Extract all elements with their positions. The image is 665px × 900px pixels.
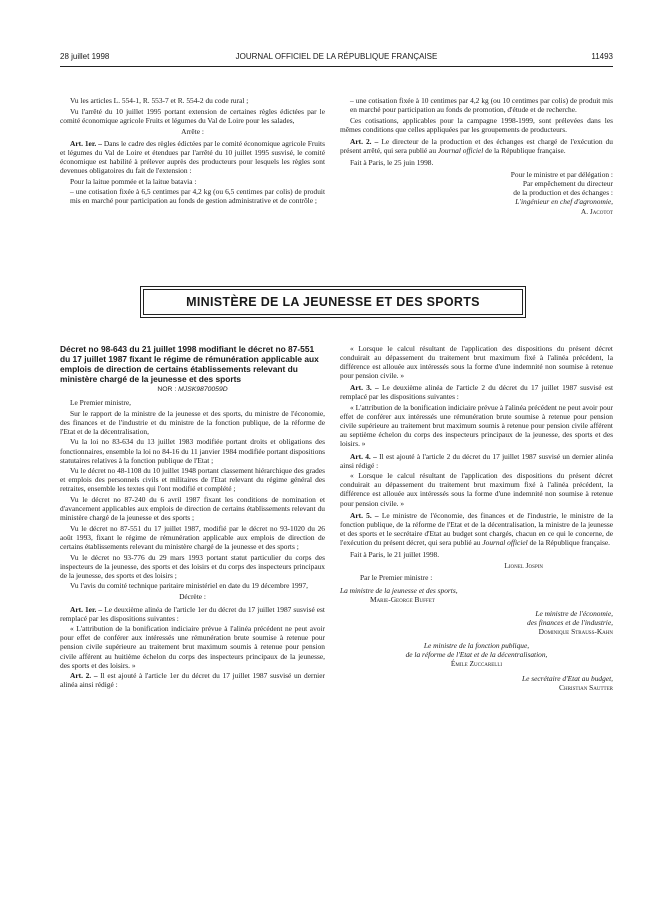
paragraph: Sur le rapport de la ministre de la jeunesse et des sports, du ministre de l'économie, des finances et de l'industrie et du ministre de la fonction publique, de la réforme de l'Etat et de la décentralisation,	[60, 408, 325, 436]
article-paragraph: Art. 1er. – Dans le cadre des règles édictées par le comité économique agricole Fruits et légumes du Val de Loire et étendues par l'arrêté du 10 juillet 1995 susvisé, le comité économique est habilité à prélever auprès des producteurs pour lesquels les règles sont devenues obligatoires du fait de l'extension :	[60, 138, 325, 176]
arrete-left-column	[60, 96, 325, 207]
paragraph: Ces cotisations, applicables pour la campagne 1998-1999, sont prélevées dans les mêmes conditions que celles appliquées par les groupements de producteurs.	[340, 115, 613, 134]
date-place: Fait à Paris, le 21 juillet 1998.	[350, 549, 440, 559]
paragraph: « L'attribution de la bonification indiciaire prévue à l'alinéa précédent ne peut avoir pour effet de conférer aux intéressés une rémunération brute soumise à retenue pour pension civile supérieure au traitement brut maximum soumis à retenue pour pension civile afférent au septième échelon du corps des inspecteurs principaux de la jeunesse, des sports et des loisirs. »	[340, 403, 613, 449]
paragraph: Vu la loi no 83-634 du 13 juillet 1983 modifiée portant droits et obligations des fonctionnaires, ensemble la loi no 84-16 du 11 janvier 1984 modifiée portant dispositions statutaires relatives à la fonction publique de l'Etat ;	[60, 437, 325, 465]
paragraph: « L'attribution de la bonification indiciaire prévue à l'alinéa précédent ne peut avoir pour effet de conférer aux intéressés une rémunération brute soumise à retenue pour pension civile supérieure au traitement brut maximum soumis à retenue pour pension civile afférent au huitième échelon du corps des inspecteurs principaux de la jeunesse, des sports et des loisirs. »	[60, 624, 325, 670]
signature-line: La ministre de la jeunesse et des sports,	[340, 585, 458, 595]
paragraph: Vu l'avis du comité technique paritaire ministériel en date du 19 décembre 1997,	[70, 581, 308, 591]
signature-line: de la production et des échanges :	[513, 188, 613, 198]
signature-line: Par le Premier ministre :	[360, 572, 433, 582]
article-paragraph: Art. 1er. – Le deuxième alinéa de l'article 1er du décret du 17 juillet 1987 susvisé est remplacé par les dispositions suivantes :	[60, 604, 325, 623]
signatory-name: Dominique Strauss-Kahn	[538, 627, 613, 637]
article-paragraph: Art. 2. – Il est ajouté à l'article 1er du décret du 17 juillet 1987 susvisé un dernier alinéa ainsi rédigé :	[60, 671, 325, 690]
paragraph: Vu le décret no 48-1108 du 10 juillet 1948 portant classement hiérarchique des grades et emplois des personnels civils et militaires de l'Etat relevant du régime général des retraites, ensemble les textes qui l'ont modifié et complété ;	[60, 466, 325, 494]
article-paragraph: Art. 5. – Le ministre de l'économie, des finances et de l'industrie, le ministre de la fonction publique, de la réforme de l'Etat et de la décentralisation, la ministre de la jeunesse et des sports et le secrétaire d'Etat au budget sont chargés, chacun en ce qui le concerne, de l'exécution du présent décret, qui sera publié au Journal officiel de la République française.	[340, 510, 613, 547]
signatory-name: Lionel Jospin	[504, 560, 543, 570]
signatory-name: Émile Zuccarelli	[450, 659, 503, 669]
signature-line: Le secrétaire d'Etat au budget,	[521, 673, 613, 683]
date-place: Fait à Paris, le 25 juin 1998.	[350, 158, 434, 168]
article-paragraph: Art. 2. – Le directeur de la production et des échanges est chargé de l'exécution du présent arrêté, qui sera publié au Journal officiel de la République française.	[340, 136, 613, 155]
signatory-name: Christian Sautter	[559, 682, 613, 692]
header-page-number: 11493	[591, 52, 613, 61]
signature-line: Par empêchement du directeur	[522, 179, 613, 189]
paragraph: – une cotisation fixée à 6,5 centimes par 4,2 kg (ou 6,5 centimes par colis) de produit mis en marché pour participation au fonds de gestion administrative et de contrôle ;	[70, 187, 325, 206]
signatory-name: Marie-George Buffet	[370, 594, 435, 604]
paragraph: Vu l'arrêté du 10 juillet 1995 portant extension de certaines règles édictées par le comité économique agricole Fruits et légumes du Val de Loire pour les salades,	[60, 106, 325, 125]
paragraph: Vu les articles L. 554-1, R. 553-7 et R. 554-2 du code rural ;	[70, 96, 249, 105]
article-paragraph: Art. 3. – Le deuxième alinéa de l'article 2 du décret du 17 juillet 1987 susvisé est remplacé par les dispositions suivantes :	[340, 383, 613, 402]
paragraph: « Lorsque le calcul résultant de l'application des dispositions du présent décret conduirait au dépassement du traitement brut maximum fixé à l'alinéa précédent, la différence est allouée aux intéressés sous la forme d'une indemnité non soumise à retenue pour pension civile. »	[340, 344, 613, 381]
article-paragraph: Art. 4. – Il est ajouté à l'article 2 du décret du 17 juillet 1987 susvisé un dernier alinéa ainsi rédigé :	[340, 451, 613, 470]
article-label: Art. 1er. –	[70, 138, 102, 148]
paragraph: « Lorsque le calcul résultant de l'application des dispositions du présent décret conduirait au dépassement du traitement brut maximum fixé à l'alinéa précédent, la différence est allouée aux intéressés sous la forme d'une indemnité non soumise à retenue pour pension civile. »	[340, 471, 613, 508]
header-date: 28 juillet 1998	[60, 52, 110, 61]
decrete-label: Décrète :	[179, 592, 206, 602]
signature-line: Pour le ministre et par délégation :	[510, 170, 613, 180]
signature-line: L'ingénieur en chef d'agronomie,	[515, 197, 613, 207]
paragraph: Vu le décret no 87-551 du 17 juillet 1987, modifié par le décret no 93-1020 du 26 août 1993, fixant le régime de rémunération applicable aux emplois de direction de certains établissements relevant du ministère chargé de la jeunesse et des sports ;	[60, 523, 325, 551]
signature-line: des finances et de l'industrie,	[527, 618, 613, 628]
decree-title: Décret no 98-643 du 21 juillet 1998 modifiant le décret no 87-551 du 17 juillet 1987 fixant le régime de rémunération applicable aux emplois de direction de certains établissements relevant du ministère chargé de la jeunesse et des sports	[60, 344, 319, 384]
arrete-right-column	[340, 96, 613, 216]
signatory-name: A. Jacotot	[580, 206, 613, 216]
header-journal-title: JOURNAL OFFICIEL DE LA RÉPUBLIQUE FRANÇAISE	[235, 52, 438, 61]
running-header	[60, 52, 613, 66]
paragraph: Vu le décret no 93-776 du 29 mars 1993 portant statut particulier du corps des inspecteurs de la jeunesse, des sports et des loisirs et du corps des inspecteurs principaux de la jeunesse, des sports et des loisirs ;	[60, 552, 325, 580]
signature-line: Le ministre de l'économie,	[535, 608, 613, 618]
paragraph: Pour la laitue pommée et la laitue batavia :	[70, 176, 197, 186]
ministry-heading: MINISTÈRE DE LA JEUNESSE ET DES SPORTS	[143, 289, 523, 315]
paragraph: Vu le décret no 87-240 du 6 avril 1987 fixant les conditions de nomination et d'avancement applicables aux emplois de direction de certains établissements relevant du ministère chargé de la jeunesse et des sports ;	[60, 495, 325, 523]
nor-reference: NOR : MJSK9870059D	[157, 386, 228, 393]
signature-line: de la réforme de l'Etat et de la décentralisation,	[405, 650, 548, 660]
paragraph: – une cotisation fixée à 10 centimes par 4,2 kg (ou 10 centimes par colis) de produit mis en marché pour participation au fonds de promotion, d'étude et de recherche.	[350, 96, 613, 115]
header-rule	[60, 66, 613, 67]
arrete-label: Arrête :	[181, 126, 204, 136]
decree-left-column	[60, 344, 325, 691]
paragraph: Le Premier ministre,	[70, 398, 131, 408]
decree-right-column	[340, 344, 613, 692]
signature-line: Le ministre de la fonction publique,	[423, 641, 530, 651]
